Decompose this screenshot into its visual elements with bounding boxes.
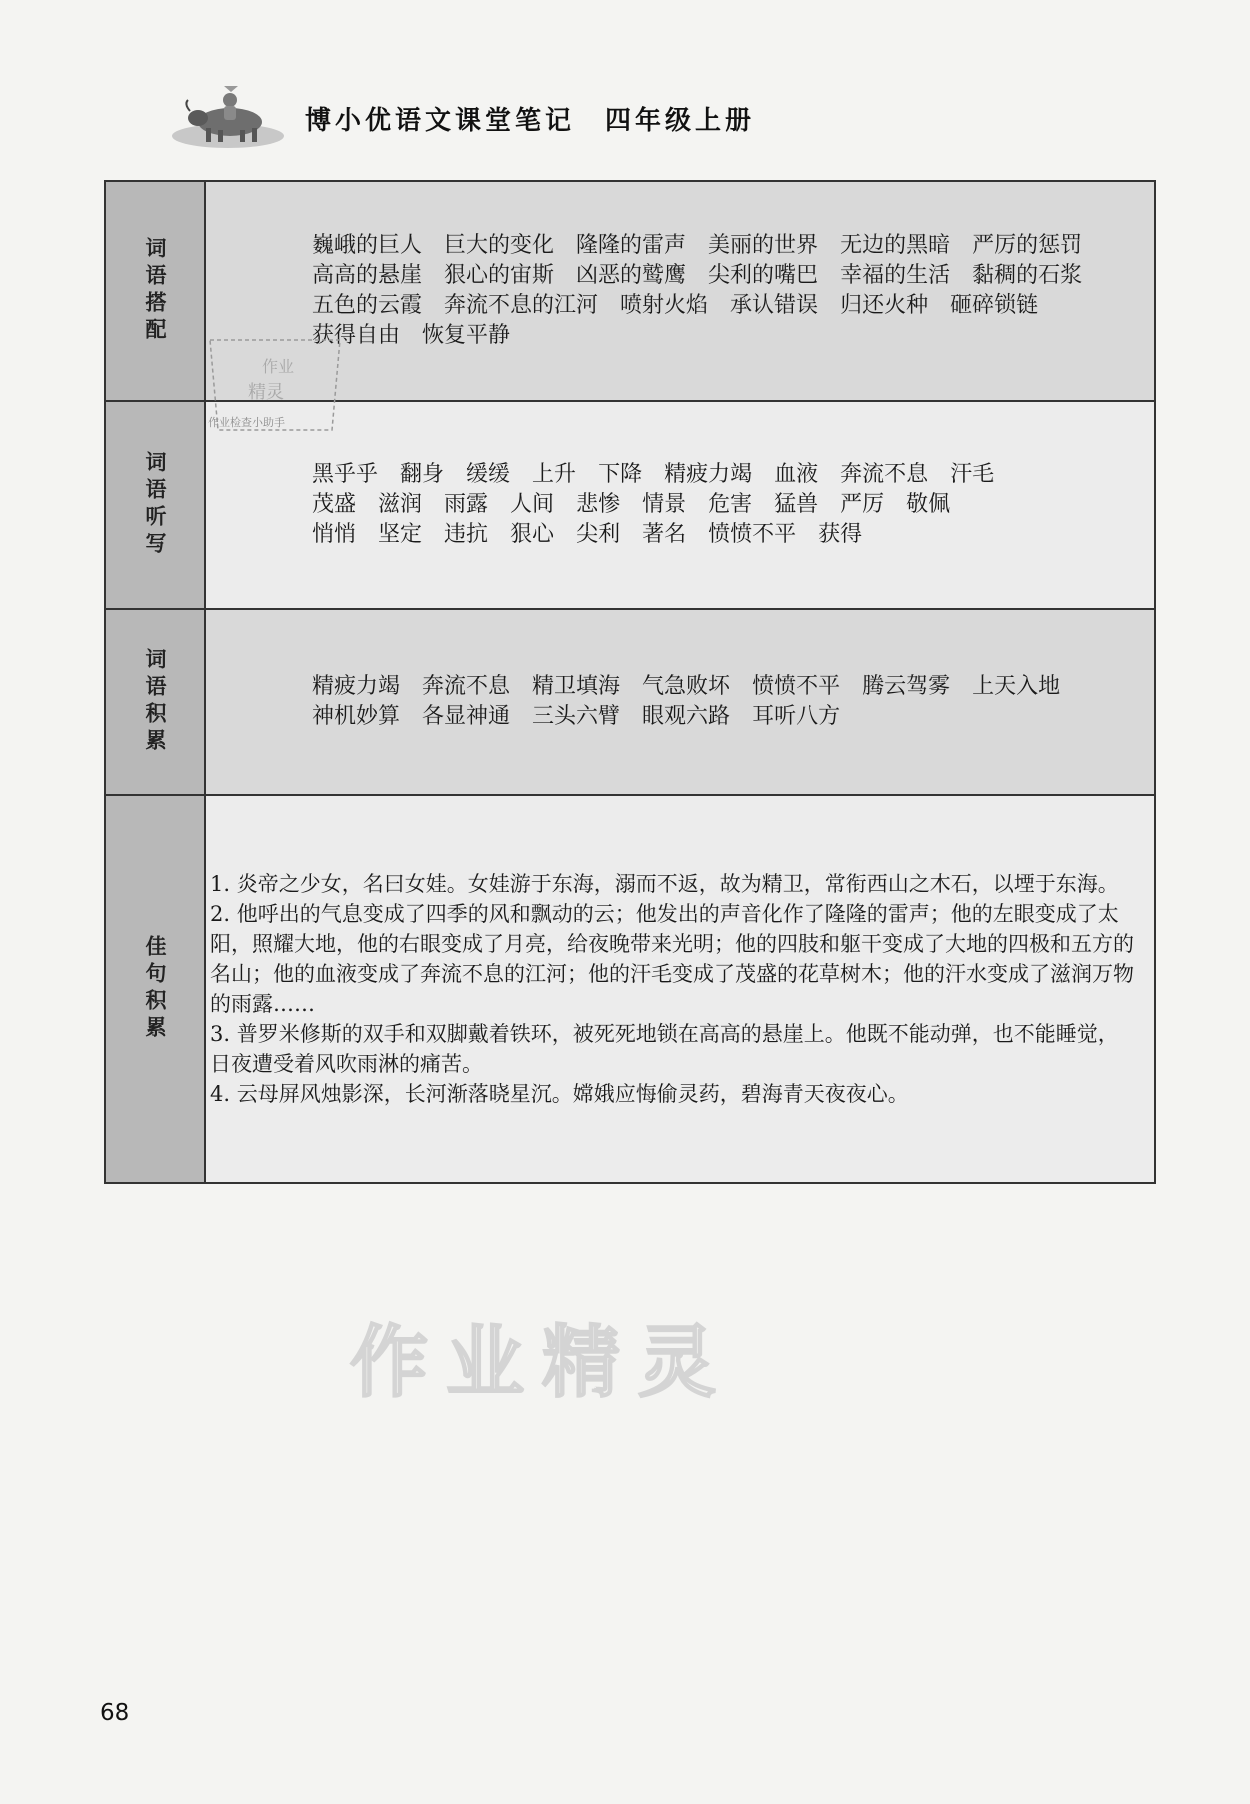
- word: 缓缓: [466, 462, 511, 487]
- ox-rider-logo-icon: [168, 78, 288, 150]
- word: 耳听八方: [752, 704, 841, 729]
- watermark-text: 作业精灵: [350, 1318, 735, 1408]
- word-line: [312, 672, 1082, 702]
- word: 砸碎锁链: [950, 293, 1039, 318]
- word: 尖利的嘴巴: [708, 263, 819, 288]
- sentence-list: [210, 869, 1144, 1109]
- sentence-item: 3. 普罗米修斯的双手和双脚戴着铁环，被死死地锁在高高的悬崖上。他既不能动弹，也不能睡觉，日夜遭受着风吹雨淋的痛苦。: [210, 1022, 1119, 1076]
- word-grid: [312, 460, 1016, 550]
- word: 喷射火焰: [620, 293, 709, 318]
- word: 奔流不息: [422, 674, 511, 699]
- word: 气急败坏: [642, 674, 731, 699]
- header-title: [305, 100, 755, 137]
- sentence-item: 2. 他呼出的气息变成了四季的风和飘动的云；他发出的声音化作了隆隆的雷声；他的左眼变成了太阳，照耀大地，他的右眼变成了月亮，给夜晚带来光明；他的四肢和躯干变成了大地的四极和五方的名山；他的血液变成了奔流不息的江河；他的汗毛变成了茂盛的花草树木；他的汗水变成了滋润万物的雨露……: [210, 902, 1134, 1016]
- word-line: [312, 321, 1104, 351]
- word: 狠心: [510, 522, 555, 547]
- page-number: 68: [100, 1700, 130, 1726]
- word: 奔流不息: [840, 462, 929, 487]
- word-line: [312, 490, 1016, 520]
- page-header: [160, 70, 1060, 160]
- word: 尖利: [576, 522, 621, 547]
- word: 获得自由: [312, 323, 401, 348]
- sentence-item: 1. 炎帝之少女，名曰女娃。女娃游于东海，溺而不返，故为精卫，常衔西山之木石，以堙于东海。: [210, 872, 1119, 896]
- word: 美丽的世界: [708, 233, 819, 258]
- word: 下降: [598, 462, 643, 487]
- section-content: [206, 610, 1154, 794]
- word: 滋润: [378, 492, 423, 517]
- word: 精疲力竭: [664, 462, 753, 487]
- word: 猛兽: [774, 492, 819, 517]
- word: 各显神通: [422, 704, 511, 729]
- word-line: [312, 231, 1104, 261]
- word: 高高的悬崖: [312, 263, 423, 288]
- word-line: [312, 702, 1082, 732]
- section-label: 佳句积累: [106, 796, 206, 1182]
- word: 凶恶的鹫鹰: [576, 263, 687, 288]
- word: 腾云驾雾: [862, 674, 951, 699]
- word: 五色的云霞: [312, 293, 423, 318]
- word: 巨大的变化: [444, 233, 555, 258]
- word: 幸福的生活: [840, 263, 951, 288]
- word: 上天入地: [972, 674, 1061, 699]
- word: 愤愤不平: [708, 522, 797, 547]
- word: 黏稠的石浆: [972, 263, 1083, 288]
- stamp-line3: 作业检查小助手: [208, 416, 285, 429]
- word-line: [312, 520, 1016, 550]
- word: 三头六臂: [532, 704, 621, 729]
- section-label: 词语搭配: [106, 182, 206, 400]
- word: 狠心的宙斯: [444, 263, 555, 288]
- word-line: [312, 261, 1104, 291]
- section-label: 词语积累: [106, 610, 206, 794]
- stamp-line2: 精灵: [248, 382, 284, 403]
- word: 精卫填海: [532, 674, 621, 699]
- sentence-item: 4. 云母屏风烛影深，长河渐落晓星沉。嫦娥应悔偷灵药，碧海青天夜夜心。: [210, 1082, 909, 1106]
- word: 无边的黑暗: [840, 233, 951, 258]
- section-sentence-accumulation: [106, 796, 1154, 1182]
- stamp-line1: 作业: [262, 357, 295, 376]
- word-grid: [312, 672, 1082, 732]
- word: 悄悄: [312, 522, 357, 547]
- word: 黑乎乎: [312, 462, 379, 487]
- homework-stamp-icon: [200, 330, 350, 440]
- word: 愤愤不平: [752, 674, 841, 699]
- word: 上升: [532, 462, 577, 487]
- word: 精疲力竭: [312, 674, 401, 699]
- word-grid: [312, 231, 1104, 351]
- grade-label: 四年级上册: [605, 106, 756, 136]
- word: 严厉的惩罚: [972, 233, 1083, 258]
- word: 雨露: [444, 492, 489, 517]
- word: 奔流不息的江河: [444, 293, 599, 318]
- word: 严厉: [840, 492, 885, 517]
- word: 悲惨: [576, 492, 621, 517]
- word-line: [312, 291, 1104, 321]
- word: 翻身: [400, 462, 445, 487]
- word: 人间: [510, 492, 555, 517]
- word: 恢复平静: [422, 323, 511, 348]
- word-line: [312, 460, 1016, 490]
- section-content: [206, 796, 1154, 1182]
- word: 归还火种: [840, 293, 929, 318]
- word: 眼观六路: [642, 704, 731, 729]
- section-word-accumulation: [106, 610, 1154, 796]
- word: 获得: [818, 522, 863, 547]
- book-title: 博小优语文课堂笔记: [305, 106, 576, 136]
- word: 神机妙算: [312, 704, 401, 729]
- word: 汗毛: [950, 462, 995, 487]
- word: 著名: [642, 522, 687, 547]
- word: 敬佩: [906, 492, 951, 517]
- word: 违抗: [444, 522, 489, 547]
- word: 隆隆的雷声: [576, 233, 687, 258]
- word: 血液: [774, 462, 819, 487]
- word: 危害: [708, 492, 753, 517]
- word: 茂盛: [312, 492, 357, 517]
- word: 巍峨的巨人: [312, 233, 423, 258]
- word: 情景: [642, 492, 687, 517]
- section-label: 词语听写: [106, 402, 206, 608]
- word: 坚定: [378, 522, 423, 547]
- word: 承认错误: [730, 293, 819, 318]
